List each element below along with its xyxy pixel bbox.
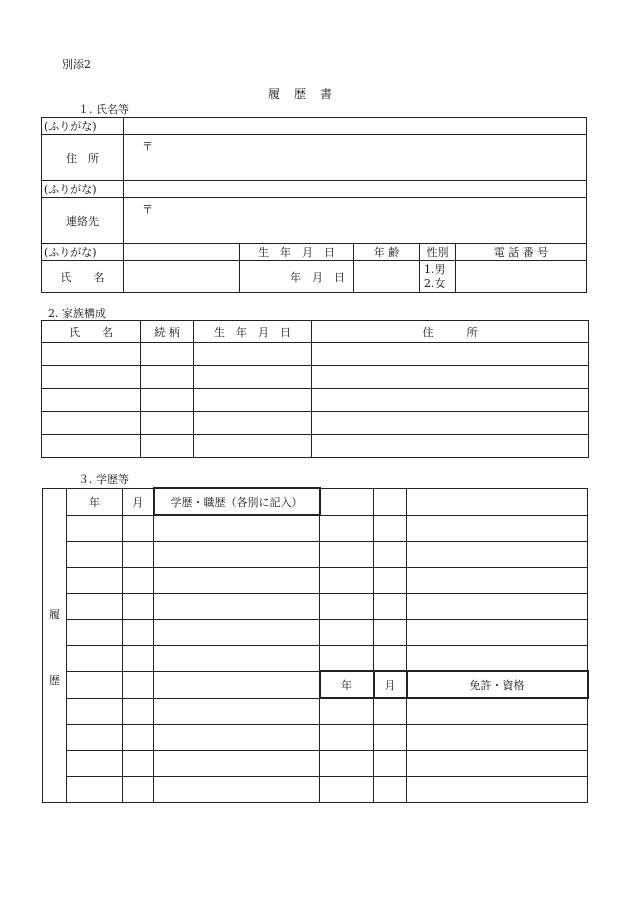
history-content-cell[interactable]: [154, 698, 320, 724]
table-cell[interactable]: [374, 515, 407, 541]
license-month-cell[interactable]: [374, 750, 407, 776]
table-row: [43, 776, 588, 802]
address-label: 住 所: [42, 135, 124, 181]
table-row: [43, 515, 588, 541]
table-cell[interactable]: [320, 541, 374, 567]
history-month-cell[interactable]: [123, 593, 154, 619]
family-name-cell[interactable]: [42, 343, 141, 366]
table-cell[interactable]: [407, 515, 588, 541]
table-row: [43, 619, 588, 645]
table-cell[interactable]: [407, 619, 588, 645]
license-year-cell[interactable]: [320, 724, 374, 750]
history-year-header: 年: [67, 488, 123, 515]
table-cell[interactable]: [374, 593, 407, 619]
history-month-cell[interactable]: [123, 776, 154, 802]
history-year-cell[interactable]: [67, 671, 123, 698]
family-birth-cell[interactable]: [194, 435, 312, 458]
family-birth-cell[interactable]: [194, 366, 312, 389]
history-month-cell[interactable]: [123, 567, 154, 593]
attachment-label: 別添2: [62, 58, 91, 71]
address-field[interactable]: [124, 135, 587, 181]
history-year-cell[interactable]: [67, 698, 123, 724]
table-row: [43, 750, 588, 776]
family-name-cell[interactable]: [42, 389, 141, 412]
table-cell[interactable]: [407, 645, 588, 671]
history-month-cell[interactable]: [123, 619, 154, 645]
history-content-cell[interactable]: [154, 724, 320, 750]
name-furigana-label: (ふりがな): [42, 244, 124, 261]
table-cell[interactable]: [320, 619, 374, 645]
history-content-cell[interactable]: [154, 515, 320, 541]
table-cell[interactable]: [407, 593, 588, 619]
history-content-header: 学歴・職歴（各別に記入）: [154, 488, 320, 515]
postal-mark: 〒: [142, 140, 153, 153]
history-year-cell[interactable]: [67, 567, 123, 593]
history-year-cell[interactable]: [67, 750, 123, 776]
history-content-cell[interactable]: [154, 593, 320, 619]
name-label: 氏 名: [42, 261, 124, 293]
table-cell[interactable]: [320, 567, 374, 593]
table-row: [43, 567, 588, 593]
license-year-cell[interactable]: [320, 776, 374, 802]
address-furigana-field[interactable]: [124, 118, 587, 135]
table-row: [43, 541, 588, 567]
history-year-cell[interactable]: [67, 645, 123, 671]
history-year-cell[interactable]: [67, 619, 123, 645]
license-year-cell[interactable]: [320, 698, 374, 724]
address-furigana-label: (ふりがな): [42, 118, 124, 135]
family-table: [41, 320, 589, 458]
license-month-header: 月: [374, 671, 407, 698]
table-row: [42, 389, 589, 412]
history-content-cell[interactable]: [154, 671, 320, 698]
history-month-cell[interactable]: [123, 645, 154, 671]
table-cell[interactable]: [374, 488, 407, 515]
table-row: [43, 671, 588, 698]
sex-field[interactable]: [420, 261, 456, 293]
table-cell[interactable]: [320, 488, 374, 515]
table-row: [43, 593, 588, 619]
contact-furigana-label: (ふりがな): [42, 181, 124, 198]
section-3-heading: ３. 学歴等: [78, 473, 129, 486]
license-content-cell[interactable]: [407, 776, 588, 802]
phone-field[interactable]: [456, 261, 587, 293]
table-row: [42, 435, 589, 458]
license-content-header: 免許・資格: [407, 671, 588, 698]
family-birth-cell[interactable]: [194, 389, 312, 412]
license-content-cell[interactable]: [407, 750, 588, 776]
history-month-header: 月: [123, 488, 154, 515]
history-content-cell[interactable]: [154, 776, 320, 802]
table-cell[interactable]: [374, 541, 407, 567]
family-birth-header: 生 年 月 日: [194, 321, 312, 343]
table-cell[interactable]: [320, 593, 374, 619]
table-row: [43, 645, 588, 671]
family-name-cell[interactable]: [42, 366, 141, 389]
history-year-cell[interactable]: [67, 724, 123, 750]
license-month-cell[interactable]: [374, 776, 407, 802]
table-row: [43, 698, 588, 724]
history-month-cell[interactable]: [123, 541, 154, 567]
age-field[interactable]: [354, 261, 420, 293]
family-relation-cell[interactable]: [141, 366, 194, 389]
family-relation-header: 続 柄: [141, 321, 194, 343]
personal-info-table: [41, 117, 587, 293]
family-address-cell[interactable]: [312, 389, 589, 412]
family-name-cell[interactable]: [42, 412, 141, 435]
history-month-cell[interactable]: [123, 515, 154, 541]
table-row: [42, 412, 589, 435]
birth-date-label: 生 年 月 日: [240, 244, 354, 261]
contact-field[interactable]: [124, 198, 587, 244]
family-address-cell[interactable]: [312, 366, 589, 389]
history-month-cell[interactable]: [123, 671, 154, 698]
history-month-cell[interactable]: [123, 724, 154, 750]
name-furigana-field[interactable]: [124, 244, 240, 261]
table-cell[interactable]: [407, 488, 588, 515]
license-year-cell[interactable]: [320, 750, 374, 776]
table-row: [42, 366, 589, 389]
history-content-cell[interactable]: [154, 645, 320, 671]
contact-label: 連絡先: [42, 198, 124, 244]
phone-label: 電 話 番 号: [456, 244, 587, 261]
license-content-cell[interactable]: [407, 724, 588, 750]
family-address-cell[interactable]: [312, 435, 589, 458]
birth-date-field[interactable]: 年 月 日: [240, 261, 354, 293]
sex-option-male[interactable]: 1.男: [424, 262, 446, 276]
postal-mark: 〒: [142, 203, 153, 216]
family-birth-cell[interactable]: [194, 412, 312, 435]
table-cell[interactable]: [374, 619, 407, 645]
table-cell[interactable]: [374, 645, 407, 671]
contact-furigana-field[interactable]: [124, 181, 587, 198]
section-1-heading: １. 氏名等: [78, 103, 129, 116]
history-year-cell[interactable]: [67, 541, 123, 567]
license-month-cell[interactable]: [374, 698, 407, 724]
family-address-header: 住 所: [312, 321, 589, 343]
history-side-char-2: 歴: [49, 674, 60, 687]
family-address-cell[interactable]: [312, 343, 589, 366]
family-relation-cell[interactable]: [141, 389, 194, 412]
table-cell[interactable]: [407, 541, 588, 567]
license-month-cell[interactable]: [374, 724, 407, 750]
history-year-cell[interactable]: [67, 515, 123, 541]
history-month-cell[interactable]: [123, 750, 154, 776]
sex-label: 性別: [420, 244, 456, 261]
history-content-cell[interactable]: [154, 541, 320, 567]
age-label: 年 齢: [354, 244, 420, 261]
sex-option-female[interactable]: 2.女: [424, 276, 446, 290]
table-cell[interactable]: [320, 645, 374, 671]
family-relation-cell[interactable]: [141, 343, 194, 366]
history-table: [42, 487, 589, 803]
history-year-cell[interactable]: [67, 776, 123, 802]
family-name-header: 氏 名: [42, 321, 141, 343]
history-content-cell[interactable]: [154, 567, 320, 593]
history-month-cell[interactable]: [123, 698, 154, 724]
table-row: [43, 724, 588, 750]
family-birth-cell[interactable]: [194, 343, 312, 366]
name-field[interactable]: [124, 261, 240, 293]
history-content-cell[interactable]: [154, 750, 320, 776]
license-year-header: 年: [320, 671, 374, 698]
license-content-cell[interactable]: [407, 698, 588, 724]
table-cell[interactable]: [374, 567, 407, 593]
table-cell[interactable]: [407, 567, 588, 593]
history-year-cell[interactable]: [67, 593, 123, 619]
history-side-char-1: 履: [49, 608, 60, 621]
history-side-label: [43, 488, 67, 802]
section-2-heading: 2. 家族構成: [48, 307, 106, 320]
document-title: 履 歴 書: [268, 87, 334, 101]
history-content-cell[interactable]: [154, 619, 320, 645]
family-relation-cell[interactable]: [141, 435, 194, 458]
family-address-cell[interactable]: [312, 412, 589, 435]
family-name-cell[interactable]: [42, 435, 141, 458]
table-row: [42, 343, 589, 366]
table-cell[interactable]: [320, 515, 374, 541]
family-relation-cell[interactable]: [141, 412, 194, 435]
